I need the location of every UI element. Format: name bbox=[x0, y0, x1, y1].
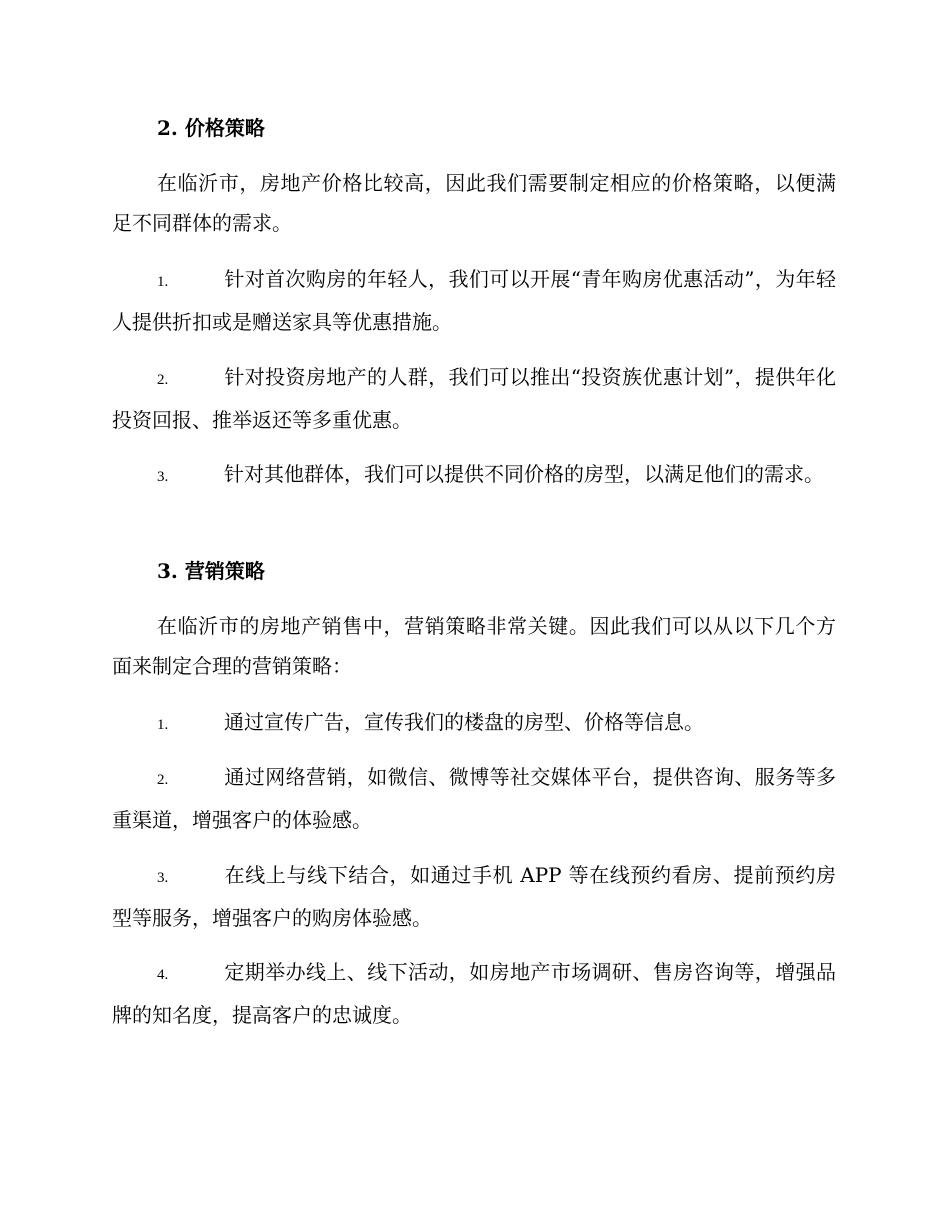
list-item-text: 针对投资房地产的人群，我们可以推出“投资族优惠计划”，提供年化投资回报、推举返还等多重优惠。 bbox=[112, 365, 836, 432]
list-item-number: 2. bbox=[157, 372, 169, 388]
pricing-intro-paragraph: 在临沂市，房地产价格比较高，因此我们需要制定相应的价格策略，以便满足不同群体的需求。 bbox=[112, 171, 836, 235]
marketing-list-item bbox=[112, 702, 836, 745]
list-item-text: 通过宣传广告，宣传我们的楼盘的房型、价格等信息。 bbox=[224, 710, 704, 734]
list-item-number: 4. bbox=[157, 967, 169, 983]
list-item-text: 针对首次购房的年轻人，我们可以开展“青年购房优惠活动”，为年轻人提供折扣或是赠送家具等优惠措施。 bbox=[112, 267, 836, 334]
marketing-intro-paragraph: 在临沂市的房地产销售中，营销策略非常关键。因此我们可以从以下几个方面来制定合理的营销策略： bbox=[112, 614, 836, 678]
list-item-text: 通过网络营销，如微信、微博等社交媒体平台，提供咨询、服务等多重渠道，增强客户的体验感。 bbox=[112, 765, 836, 832]
marketing-list-item bbox=[112, 855, 836, 938]
pricing-list-item bbox=[112, 357, 836, 440]
marketing-list-item bbox=[112, 952, 836, 1035]
list-item-text: 在线上与线下结合，如通过手机 APP 等在线预约看房、提前预约房型等服务，增强客户的购房体验感。 bbox=[112, 863, 836, 930]
list-item-number: 1. bbox=[157, 274, 169, 290]
list-item-number: 3. bbox=[157, 870, 169, 886]
pricing-list-item bbox=[112, 259, 836, 342]
list-item-number: 3. bbox=[157, 469, 169, 485]
section-heading-pricing: 2. 价格策略 bbox=[157, 116, 265, 140]
section-heading-marketing: 3. 营销策略 bbox=[157, 559, 265, 583]
marketing-list-item bbox=[112, 757, 836, 840]
list-item-text: 定期举办线上、线下活动，如房地产市场调研、售房咨询等，增强品牌的知名度，提高客户的忠诚度。 bbox=[112, 960, 836, 1027]
list-item-number: 2. bbox=[157, 772, 169, 788]
list-item-number: 1. bbox=[157, 717, 169, 733]
pricing-list-item bbox=[112, 454, 836, 497]
list-item-text: 针对其他群体，我们可以提供不同价格的房型，以满足他们的需求。 bbox=[224, 462, 824, 486]
